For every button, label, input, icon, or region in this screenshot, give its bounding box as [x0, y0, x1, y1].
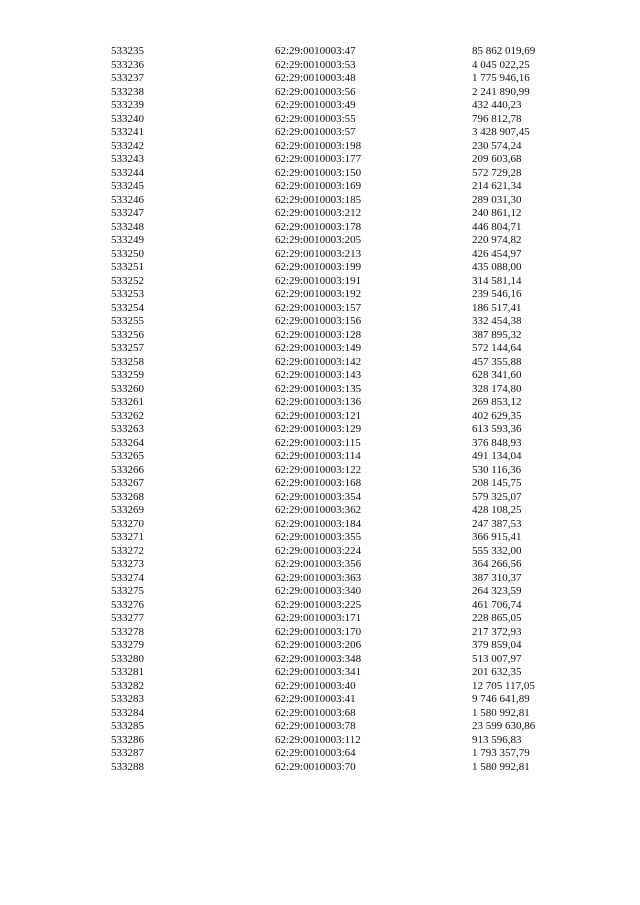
table-row	[0, 302, 640, 316]
row-number-cell: 533242	[111, 139, 144, 152]
cadastral-value-cell: 23 599 630,86	[472, 720, 536, 732]
cadastral-value-cell: 628 341,60	[472, 369, 522, 381]
table-row	[0, 653, 640, 667]
cadastral-value-cell: 428 108,25	[472, 504, 522, 516]
table-row	[0, 99, 640, 113]
cadastral-value-cell: 209 603,68	[472, 153, 522, 165]
cadastral-number-cell: 62:29:0010003:225	[275, 598, 362, 611]
table-row	[0, 761, 640, 775]
cadastral-number-cell: 62:29:0010003:206	[275, 639, 362, 651]
row-number-cell: 533241	[111, 126, 144, 138]
cadastral-value-cell: 387 310,37	[472, 571, 522, 584]
row-number-cell: 533247	[111, 207, 144, 219]
cadastral-number-cell: 62:29:0010003:40	[275, 679, 356, 692]
cadastral-value-cell: 4 045 022,25	[472, 58, 530, 71]
cadastral-number-cell: 62:29:0010003:129	[275, 423, 362, 435]
cadastral-value-cell: 289 031,30	[472, 193, 522, 206]
table-row	[0, 666, 640, 680]
cadastral-value-cell: 332 454,38	[472, 315, 522, 327]
cadastral-value-cell: 247 387,53	[472, 517, 522, 530]
cadastral-number-cell: 62:29:0010003:224	[275, 544, 362, 557]
cadastral-number-cell: 62:29:0010003:198	[275, 139, 362, 152]
table-row	[0, 207, 640, 221]
table-row	[0, 329, 640, 343]
cadastral-number-cell: 62:29:0010003:57	[275, 126, 356, 138]
cadastral-value-cell: 240 861,12	[472, 207, 522, 219]
cadastral-number-cell: 62:29:0010003:149	[275, 342, 362, 354]
row-number-cell: 533258	[111, 355, 144, 368]
table-row	[0, 248, 640, 262]
cadastral-value-cell: 446 804,71	[472, 220, 522, 233]
table-row	[0, 410, 640, 424]
cadastral-value-cell: 435 088,00	[472, 261, 522, 273]
cadastral-value-cell: 491 134,04	[472, 450, 522, 462]
table-row	[0, 693, 640, 707]
cadastral-number-cell: 62:29:0010003:135	[275, 382, 362, 395]
row-number-cell: 533270	[111, 517, 144, 530]
cadastral-number-cell: 62:29:0010003:177	[275, 153, 362, 165]
row-number-cell: 533272	[111, 544, 144, 557]
table-row	[0, 504, 640, 518]
table-row	[0, 585, 640, 599]
cadastral-number-cell: 62:29:0010003:170	[275, 625, 362, 638]
row-number-cell: 533248	[111, 220, 144, 233]
cadastral-number-cell: 62:29:0010003:47	[275, 45, 356, 57]
row-number-cell: 533287	[111, 747, 144, 759]
table-row	[0, 86, 640, 100]
cadastral-value-cell: 555 332,00	[472, 544, 522, 557]
cadastral-value-cell: 402 629,35	[472, 409, 522, 422]
cadastral-number-cell: 62:29:0010003:48	[275, 72, 356, 84]
cadastral-value-cell: 1 580 992,81	[472, 760, 530, 773]
row-number-cell: 533244	[111, 166, 144, 179]
table-row	[0, 59, 640, 73]
table-row	[0, 194, 640, 208]
cadastral-number-cell: 62:29:0010003:192	[275, 288, 362, 300]
row-number-cell: 533286	[111, 733, 144, 746]
row-number-cell: 533249	[111, 234, 144, 246]
cadastral-number-cell: 62:29:0010003:115	[275, 436, 361, 449]
cadastral-value-cell: 572 144,64	[472, 342, 522, 354]
row-number-cell: 533285	[111, 720, 144, 732]
cadastral-number-cell: 62:29:0010003:78	[275, 720, 356, 732]
table-row	[0, 491, 640, 505]
cadastral-number-cell: 62:29:0010003:185	[275, 193, 362, 206]
row-number-cell: 533269	[111, 504, 144, 516]
row-number-cell: 533266	[111, 463, 144, 476]
table-row	[0, 383, 640, 397]
cadastral-value-cell: 85 862 019,69	[472, 45, 536, 57]
table-row	[0, 518, 640, 532]
cadastral-value-cell: 913 596,83	[472, 733, 522, 746]
row-number-cell: 533273	[111, 558, 144, 570]
cadastral-number-cell: 62:29:0010003:41	[275, 693, 356, 705]
cadastral-value-cell: 579 325,07	[472, 490, 522, 503]
cadastral-number-cell: 62:29:0010003:56	[275, 85, 356, 98]
cadastral-value-cell: 2 241 890,99	[472, 85, 530, 98]
row-number-cell: 533282	[111, 679, 144, 692]
row-number-cell: 533254	[111, 301, 144, 314]
cadastral-value-cell: 432 440,23	[472, 99, 522, 111]
table-row	[0, 45, 640, 59]
cadastral-number-cell: 62:29:0010003:55	[275, 112, 356, 125]
cadastral-number-cell: 62:29:0010003:49	[275, 99, 356, 111]
row-number-cell: 533265	[111, 450, 144, 462]
row-number-cell: 533256	[111, 328, 144, 341]
row-number-cell: 533236	[111, 58, 144, 71]
row-number-cell: 533259	[111, 369, 144, 381]
cadastral-value-cell: 366 915,41	[472, 531, 522, 543]
cadastral-number-cell: 62:29:0010003:114	[275, 450, 361, 462]
cadastral-value-cell: 1 775 946,16	[472, 72, 530, 84]
cadastral-number-cell: 62:29:0010003:362	[275, 504, 362, 516]
row-number-cell: 533277	[111, 612, 144, 624]
table-row	[0, 477, 640, 491]
cadastral-value-cell: 457 355,88	[472, 355, 522, 368]
table-row	[0, 356, 640, 370]
table-row	[0, 113, 640, 127]
table-row	[0, 545, 640, 559]
cadastral-number-cell: 62:29:0010003:136	[275, 396, 362, 408]
row-number-cell: 533274	[111, 571, 144, 584]
cadastral-value-cell: 796 812,78	[472, 112, 522, 125]
cadastral-number-cell: 62:29:0010003:171	[275, 612, 362, 624]
cadastral-value-cell: 220 974,82	[472, 234, 522, 246]
table-row	[0, 342, 640, 356]
cadastral-number-cell: 62:29:0010003:121	[275, 409, 362, 422]
row-number-cell: 533240	[111, 112, 144, 125]
table-row	[0, 288, 640, 302]
row-number-cell: 533276	[111, 598, 144, 611]
table-row	[0, 234, 640, 248]
cadastral-number-cell: 62:29:0010003:142	[275, 355, 362, 368]
table-row	[0, 437, 640, 451]
row-number-cell: 533275	[111, 585, 144, 597]
table-row	[0, 464, 640, 478]
table-row	[0, 612, 640, 626]
table-row	[0, 680, 640, 694]
table-row	[0, 221, 640, 235]
table-row	[0, 599, 640, 613]
row-number-cell: 533264	[111, 436, 144, 449]
cadastral-value-cell: 264 323,59	[472, 585, 522, 597]
table-row	[0, 369, 640, 383]
table-row	[0, 275, 640, 289]
row-number-cell: 533253	[111, 288, 144, 300]
row-number-cell: 533238	[111, 85, 144, 98]
table-row	[0, 531, 640, 545]
row-number-cell: 533257	[111, 342, 144, 354]
cadastral-value-cell: 513 007,97	[472, 652, 522, 665]
cadastral-value-cell: 3 428 907,45	[472, 126, 530, 138]
cadastral-value-cell: 426 454,97	[472, 247, 522, 260]
row-number-cell: 533279	[111, 639, 144, 651]
table-row	[0, 180, 640, 194]
cadastral-number-cell: 62:29:0010003:150	[275, 166, 362, 179]
table-row	[0, 423, 640, 437]
cadastral-value-cell: 217 372,93	[472, 625, 522, 638]
cadastral-number-cell: 62:29:0010003:205	[275, 234, 362, 246]
row-number-cell: 533250	[111, 247, 144, 260]
table-row	[0, 72, 640, 86]
cadastral-number-cell: 62:29:0010003:355	[275, 531, 362, 543]
cadastral-value-cell: 214 621,34	[472, 180, 522, 192]
cadastral-value-cell: 1 580 992,81	[472, 706, 530, 719]
row-number-cell: 533237	[111, 72, 144, 84]
cadastral-number-cell: 62:29:0010003:122	[275, 463, 362, 476]
cadastral-number-cell: 62:29:0010003:356	[275, 558, 362, 570]
row-number-cell: 533252	[111, 274, 144, 287]
cadastral-value-cell: 201 632,35	[472, 666, 522, 678]
cadastral-value-cell: 239 546,16	[472, 288, 522, 300]
cadastral-number-cell: 62:29:0010003:169	[275, 180, 362, 192]
table-row	[0, 126, 640, 140]
cadastral-value-cell: 461 706,74	[472, 598, 522, 611]
cadastral-number-cell: 62:29:0010003:354	[275, 490, 362, 503]
table-row	[0, 140, 640, 154]
row-number-cell: 533246	[111, 193, 144, 206]
cadastral-value-table	[0, 45, 640, 774]
cadastral-value-cell: 572 729,28	[472, 166, 522, 179]
table-row	[0, 315, 640, 329]
cadastral-value-cell: 208 145,75	[472, 477, 522, 489]
row-number-cell: 533288	[111, 760, 144, 773]
row-number-cell: 533271	[111, 531, 144, 543]
cadastral-value-cell: 364 266,56	[472, 558, 522, 570]
cadastral-number-cell: 62:29:0010003:341	[275, 666, 362, 678]
cadastral-number-cell: 62:29:0010003:199	[275, 261, 362, 273]
table-row	[0, 396, 640, 410]
row-number-cell: 533280	[111, 652, 144, 665]
cadastral-number-cell: 62:29:0010003:64	[275, 747, 356, 759]
cadastral-value-cell: 387 895,32	[472, 328, 522, 341]
row-number-cell: 533245	[111, 180, 144, 192]
cadastral-value-cell: 269 853,12	[472, 396, 522, 408]
row-number-cell: 533284	[111, 706, 144, 719]
table-row	[0, 450, 640, 464]
cadastral-number-cell: 62:29:0010003:212	[275, 207, 362, 219]
table-row	[0, 707, 640, 721]
cadastral-value-cell: 379 859,04	[472, 639, 522, 651]
row-number-cell: 533262	[111, 409, 144, 422]
row-number-cell: 533263	[111, 423, 144, 435]
cadastral-number-cell: 62:29:0010003:156	[275, 315, 362, 327]
cadastral-number-cell: 62:29:0010003:178	[275, 220, 362, 233]
cadastral-number-cell: 62:29:0010003:363	[275, 571, 362, 584]
row-number-cell: 533239	[111, 99, 144, 111]
cadastral-value-cell: 186 517,41	[472, 301, 522, 314]
row-number-cell: 533268	[111, 490, 144, 503]
table-row	[0, 626, 640, 640]
cadastral-value-cell: 12 705 117,05	[472, 679, 535, 692]
cadastral-number-cell: 62:29:0010003:184	[275, 517, 362, 530]
cadastral-number-cell: 62:29:0010003:157	[275, 301, 362, 314]
cadastral-number-cell: 62:29:0010003:340	[275, 585, 362, 597]
cadastral-value-cell: 613 593,36	[472, 423, 522, 435]
row-number-cell: 533278	[111, 625, 144, 638]
cadastral-number-cell: 62:29:0010003:191	[275, 274, 362, 287]
row-number-cell: 533267	[111, 477, 144, 489]
table-row	[0, 572, 640, 586]
row-number-cell: 533260	[111, 382, 144, 395]
row-number-cell: 533243	[111, 153, 144, 165]
table-row	[0, 153, 640, 167]
table-row	[0, 639, 640, 653]
row-number-cell: 533235	[111, 45, 144, 57]
row-number-cell: 533255	[111, 315, 144, 327]
row-number-cell: 533251	[111, 261, 144, 273]
cadastral-value-cell: 328 174,80	[472, 382, 522, 395]
row-number-cell: 533261	[111, 396, 144, 408]
cadastral-number-cell: 62:29:0010003:53	[275, 58, 356, 71]
cadastral-value-cell: 314 581,14	[472, 274, 522, 287]
table-row	[0, 720, 640, 734]
table-row	[0, 747, 640, 761]
cadastral-number-cell: 62:29:0010003:348	[275, 652, 362, 665]
cadastral-number-cell: 62:29:0010003:168	[275, 477, 362, 489]
cadastral-number-cell: 62:29:0010003:70	[275, 760, 356, 773]
table-row	[0, 167, 640, 181]
cadastral-value-cell: 530 116,36	[472, 463, 522, 476]
cadastral-value-cell: 9 746 641,89	[472, 693, 530, 705]
cadastral-number-cell: 62:29:0010003:128	[275, 328, 362, 341]
cadastral-value-cell: 1 793 357,79	[472, 747, 530, 759]
row-number-cell: 533281	[111, 666, 144, 678]
cadastral-value-cell: 376 848,93	[472, 436, 522, 449]
table-row	[0, 734, 640, 748]
cadastral-value-cell: 228 865,05	[472, 612, 522, 624]
cadastral-number-cell: 62:29:0010003:68	[275, 706, 356, 719]
cadastral-number-cell: 62:29:0010003:143	[275, 369, 362, 381]
table-row	[0, 558, 640, 572]
cadastral-value-cell: 230 574,24	[472, 139, 522, 152]
cadastral-number-cell: 62:29:0010003:213	[275, 247, 362, 260]
cadastral-number-cell: 62:29:0010003:112	[275, 733, 361, 746]
row-number-cell: 533283	[111, 693, 144, 705]
table-row	[0, 261, 640, 275]
